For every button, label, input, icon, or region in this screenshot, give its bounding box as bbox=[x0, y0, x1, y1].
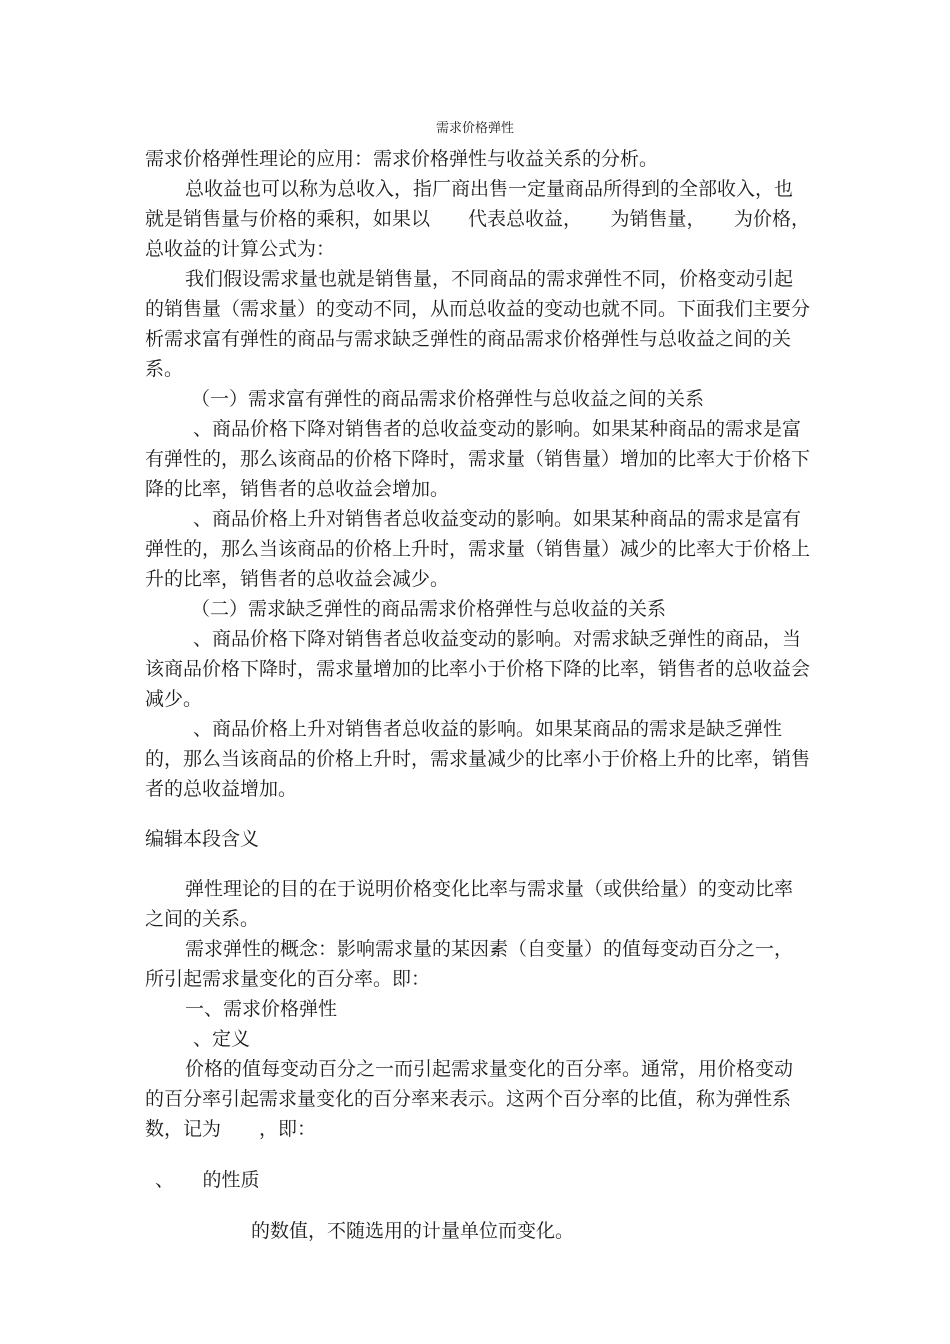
elasticity-concept-paragraph: 需求弹性的概念：影响需求量的某因素（自变量）的值每变动百分之一，所引起需求量变化的百分率。即： bbox=[145, 938, 794, 990]
heading-definition: 、定义 bbox=[193, 1028, 251, 1050]
heading-properties: 、 的性质 bbox=[155, 1169, 260, 1191]
inelastic-price-rise-paragraph: 、商品价格上升对销售者总收益的影响。如果某商品的需求是缺乏弹性的，那么当该商品的价格上升时，需求量减少的比率小于价格上升的比率，销售者的总收益增加。 bbox=[145, 718, 811, 800]
intro-paragraph: 需求价格弹性理论的应用：需求价格弹性与收益关系的分析。 bbox=[145, 148, 659, 170]
elasticity-purpose-paragraph: 弹性理论的目的在于说明价格变化比率与需求量（或供给量）的变动比率之间的关系。 bbox=[145, 878, 794, 930]
subsection-heading-inelastic: （二）需求缺乏弹性的商品需求价格弹性与总收益的关系 bbox=[191, 598, 667, 620]
property-paragraph: 的数值，不随选用的计量单位而变化。 bbox=[251, 1220, 575, 1242]
total-revenue-paragraph: 总收益也可以称为总收入，指厂商出售一定量商品所得到的全部收入，也就是销售量与价格的乘积，如果以 代表总收益， 为销售量， 为价格，总收益的计算公式为： bbox=[145, 178, 811, 260]
assumption-paragraph: 我们假设需求量也就是销售量，不同商品的需求弹性不同，价格变动引起的销售量（需求量）的变动不同，从而总收益的变动也就不同。下面我们主要分析需求富有弹性的商品与需求缺乏弹性的商品需求价格弹性与总收益之间的关系。 bbox=[145, 268, 811, 380]
section-heading-meaning: 编辑本段含义 bbox=[145, 828, 260, 850]
elastic-price-rise-paragraph: 、商品价格上升对销售者总收益变动的影响。如果某种商品的需求是富有弹性的，那么当该商品的价格上升时，需求量（销售量）减少的比率大于价格上升的比率，销售者的总收益会减少。 bbox=[145, 508, 811, 590]
elastic-price-drop-paragraph: 、商品价格下降对销售者的总收益变动的影响。如果某种商品的需求是富有弹性的，那么该商品的价格下降时，需求量（销售量）增加的比率大于价格下降的比率，销售者的总收益会增加。 bbox=[145, 418, 811, 500]
page-header-title: 需求价格弹性 bbox=[435, 121, 514, 136]
subsection-heading-elastic: （一）需求富有弹性的商品需求价格弹性与总收益之间的关系 bbox=[191, 388, 705, 410]
definition-paragraph: 价格的值每变动百分之一而引起需求量变化的百分率。通常，用价格变动的百分率引起需求量变化的百分率来表示。这两个百分率的比值，称为弹性系数，记为 ，即： bbox=[145, 1058, 794, 1140]
inelastic-price-drop-paragraph: 、商品价格下降对销售者总收益变动的影响。对需求缺乏弹性的商品，当该商品价格下降时，需求量增加的比率小于价格下降的比率，销售者的总收益会减少。 bbox=[145, 628, 811, 710]
document-body bbox=[145, 144, 810, 1246]
heading-price-elasticity: 一、需求价格弹性 bbox=[185, 998, 338, 1020]
